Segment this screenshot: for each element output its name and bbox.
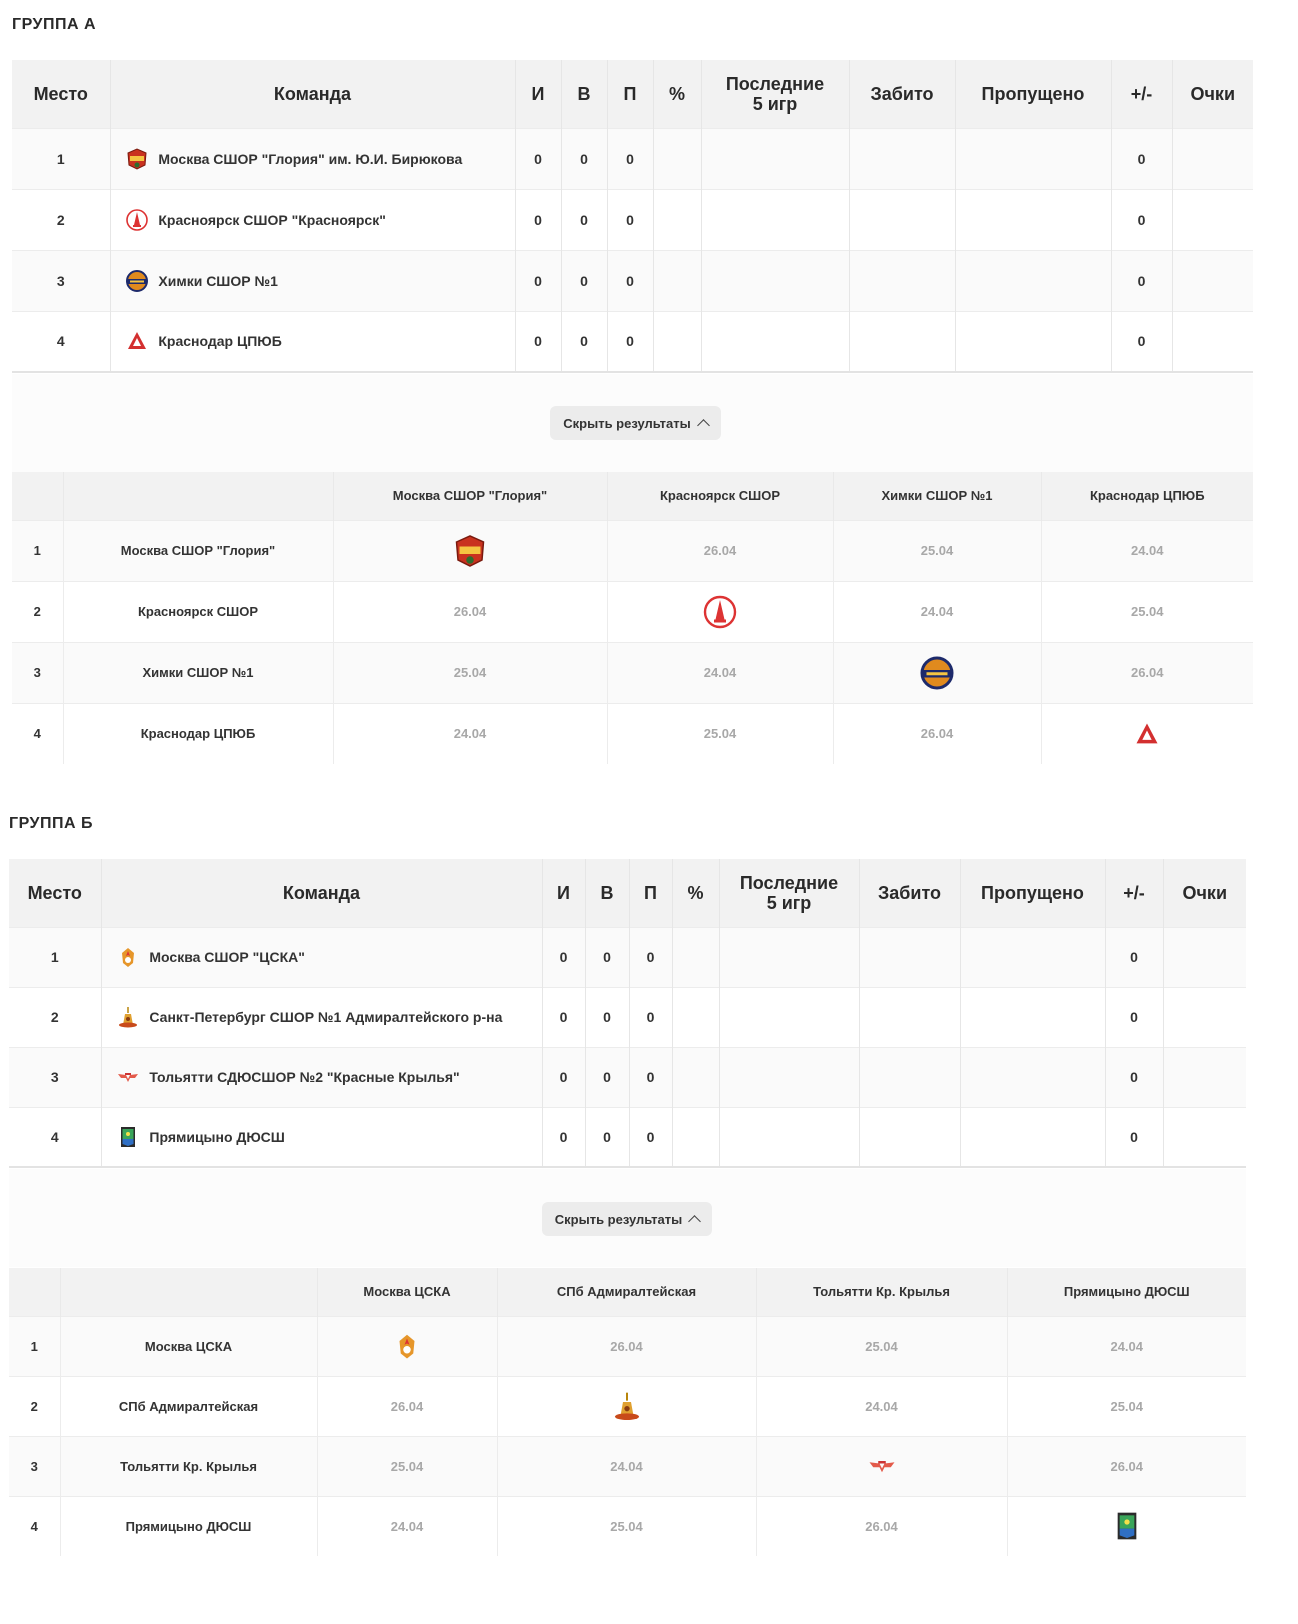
- points: [1163, 927, 1246, 987]
- admiralteysky-logo-icon: [611, 1390, 643, 1422]
- team-cell[interactable]: [101, 1047, 542, 1107]
- cross-row-team: Тольятти Кр. Крылья: [60, 1436, 317, 1496]
- cross-date-cell: 26.04: [1041, 642, 1253, 703]
- cross-date-cell: 24.04: [333, 703, 607, 764]
- last5: [719, 987, 859, 1047]
- cross-row-team: СПб Адмиралтейская: [60, 1376, 317, 1436]
- scored: [859, 1047, 960, 1107]
- place: 3: [12, 250, 110, 311]
- header-conceded: Пропущено: [960, 859, 1105, 927]
- group-a-cross-table: [12, 472, 1253, 764]
- losses: 0: [607, 250, 653, 311]
- losses: 0: [607, 128, 653, 189]
- header-last5: Последние 5 игр: [719, 859, 859, 927]
- scored: [849, 250, 955, 311]
- games: 0: [542, 927, 585, 987]
- place: 2: [12, 189, 110, 250]
- wins: 0: [561, 189, 607, 250]
- diff: 0: [1105, 927, 1163, 987]
- losses: 0: [607, 189, 653, 250]
- team-cell[interactable]: [110, 311, 515, 372]
- cross-date-cell: 25.04: [317, 1436, 497, 1496]
- pct: [672, 1047, 719, 1107]
- diff: 0: [1105, 987, 1163, 1047]
- cross-col-header: СПб Адмиралтейская: [497, 1268, 756, 1316]
- cross-diag-cell: [497, 1376, 756, 1436]
- diff: 0: [1111, 189, 1172, 250]
- header-wins: В: [585, 859, 629, 927]
- red-wings-logo-icon: [116, 1065, 140, 1089]
- header-team: Команда: [101, 859, 542, 927]
- cross-row-team: Красноярск СШОР: [63, 581, 333, 642]
- games: 0: [542, 1047, 585, 1107]
- cross-row-num: 1: [9, 1316, 60, 1376]
- scored: [859, 927, 960, 987]
- cross-date-cell: 26.04: [607, 520, 833, 581]
- header-scored: Забито: [859, 859, 960, 927]
- header-losses: П: [607, 60, 653, 128]
- place: 1: [12, 128, 110, 189]
- team-name: Тольятти СДЮСШОР №2 "Красные Крылья": [149, 1069, 460, 1085]
- table-row: [9, 1047, 1246, 1107]
- cross-date-cell: 24.04: [833, 581, 1041, 642]
- cross-col-header: Москва ЦСКА: [317, 1268, 497, 1316]
- pct: [672, 927, 719, 987]
- place: 2: [9, 987, 101, 1047]
- cross-row: [9, 1436, 1246, 1496]
- cross-row-num: 2: [12, 581, 63, 642]
- cross-date-cell: 24.04: [1041, 520, 1253, 581]
- cross-date-cell: 26.04: [833, 703, 1041, 764]
- khimki-logo-icon: [919, 655, 955, 691]
- games: 0: [515, 311, 561, 372]
- cross-row-num: 1: [12, 520, 63, 581]
- header-diff: +/-: [1111, 60, 1172, 128]
- cross-diag-cell: [317, 1316, 497, 1376]
- cross-date-cell: 24.04: [317, 1496, 497, 1556]
- wins: 0: [585, 1107, 629, 1167]
- losses: 0: [629, 1107, 672, 1167]
- losses: 0: [607, 311, 653, 372]
- losses: 0: [629, 1047, 672, 1107]
- pct: [672, 987, 719, 1047]
- cross-row: [9, 1496, 1246, 1556]
- cross-diag-cell: [1041, 703, 1253, 764]
- header-points: Очки: [1172, 60, 1253, 128]
- cross-diag-cell: [833, 642, 1041, 703]
- hide-results-button[interactable]: [542, 1202, 712, 1236]
- games: 0: [515, 128, 561, 189]
- points: [1172, 250, 1253, 311]
- place: 1: [9, 927, 101, 987]
- cross-col-header: Прямицыно ДЮСШ: [1007, 1268, 1246, 1316]
- table-row: [9, 1107, 1246, 1167]
- games: 0: [515, 189, 561, 250]
- points: [1172, 189, 1253, 250]
- cross-col-header: Москва СШОР "Глория": [333, 472, 607, 520]
- last5: [701, 189, 849, 250]
- table-row: [12, 128, 1253, 189]
- cross-col-header: Красноярск СШОР: [607, 472, 833, 520]
- cross-date-cell: 25.04: [607, 703, 833, 764]
- group-b-title: ГРУППА Б: [9, 815, 93, 832]
- cross-row: [12, 642, 1253, 703]
- hide-results-label: Скрыть результаты: [554, 1211, 683, 1227]
- chevron-up-icon: [697, 419, 710, 432]
- cross-diag-cell: [1007, 1496, 1246, 1556]
- cross-header-num: [12, 472, 63, 520]
- gloria-logo-icon: [452, 533, 488, 569]
- team-cell[interactable]: [110, 250, 515, 311]
- wins: 0: [561, 250, 607, 311]
- cross-row-num: 3: [9, 1436, 60, 1496]
- cska-logo-icon: [116, 945, 140, 969]
- team-name: Москва СШОР "ЦСКА": [149, 949, 305, 965]
- scored: [859, 987, 960, 1047]
- last5: [719, 1107, 859, 1167]
- header-games: И: [515, 60, 561, 128]
- cska-logo-icon: [392, 1331, 422, 1361]
- place: 4: [9, 1107, 101, 1167]
- team-name: Москва СШОР "Глория" им. Ю.И. Бирюкова: [158, 150, 463, 167]
- conceded: [960, 1107, 1105, 1167]
- header-games: И: [542, 859, 585, 927]
- cross-row-team: Прямицыно ДЮСШ: [60, 1496, 317, 1556]
- krasnoyarsk-logo-icon: [702, 594, 738, 630]
- group-a-standings-table: [12, 60, 1253, 373]
- cross-diag-cell: [333, 520, 607, 581]
- header-scored: Забито: [849, 60, 955, 128]
- krasnoyarsk-logo-icon: [125, 208, 149, 232]
- header-last5: Последние 5 игр: [701, 60, 849, 128]
- cross-date-cell: 24.04: [497, 1436, 756, 1496]
- scored: [849, 189, 955, 250]
- header-place: Место: [12, 60, 110, 128]
- team-name: Краснодар ЦПЮБ: [158, 333, 282, 350]
- cross-diag-cell: [756, 1436, 1007, 1496]
- header-wins: В: [561, 60, 607, 128]
- red-wings-logo-icon: [865, 1451, 899, 1481]
- team-cell[interactable]: [101, 1107, 542, 1167]
- cross-date-cell: 25.04: [333, 642, 607, 703]
- cross-row-team: Москва СШОР "Глория": [63, 520, 333, 581]
- last5: [719, 927, 859, 987]
- cross-row-team: Краснодар ЦПЮБ: [63, 703, 333, 764]
- cross-date-cell: 25.04: [1041, 581, 1253, 642]
- cross-date-cell: 25.04: [1007, 1376, 1246, 1436]
- pct: [672, 1107, 719, 1167]
- wins: 0: [585, 927, 629, 987]
- cross-row-num: 4: [12, 703, 63, 764]
- last5: [701, 250, 849, 311]
- group-b-standings-table: [9, 859, 1246, 1168]
- cross-date-cell: 26.04: [317, 1376, 497, 1436]
- cross-diag-cell: [607, 581, 833, 642]
- games: 0: [542, 1107, 585, 1167]
- cross-row-team: Москва ЦСКА: [60, 1316, 317, 1376]
- cross-date-cell: 25.04: [497, 1496, 756, 1556]
- chevron-up-icon: [688, 1215, 701, 1228]
- header-points: Очки: [1163, 859, 1246, 927]
- games: 0: [542, 987, 585, 1047]
- cross-row-num: 3: [12, 642, 63, 703]
- cross-row: [9, 1316, 1246, 1376]
- krasnodar-logo-icon: [1133, 720, 1161, 748]
- table-row: [12, 250, 1253, 311]
- cross-col-header: Химки СШОР №1: [833, 472, 1041, 520]
- cross-header-num: [9, 1268, 60, 1316]
- pct: [653, 250, 701, 311]
- conceded: [960, 987, 1105, 1047]
- diff: 0: [1105, 1107, 1163, 1167]
- cross-row: [9, 1376, 1246, 1436]
- header-diff: +/-: [1105, 859, 1163, 927]
- header-conceded: Пропущено: [955, 60, 1111, 128]
- cross-date-cell: 26.04: [1007, 1436, 1246, 1496]
- cross-row-num: 4: [9, 1496, 60, 1556]
- cross-row-num: 2: [9, 1376, 60, 1436]
- losses: 0: [629, 987, 672, 1047]
- cross-row: [12, 581, 1253, 642]
- last5: [719, 1047, 859, 1107]
- team-cell[interactable]: [110, 128, 515, 189]
- conceded: [960, 1047, 1105, 1107]
- team-name: Санкт-Петербург СШОР №1 Адмиралтейского р-на: [149, 1009, 503, 1025]
- cross-col-header: Краснодар ЦПЮБ: [1041, 472, 1253, 520]
- points: [1172, 311, 1253, 372]
- scored: [859, 1107, 960, 1167]
- cross-row: [12, 703, 1253, 764]
- admiralteysky-logo-icon: [116, 1005, 140, 1029]
- conceded: [955, 250, 1111, 311]
- last5: [701, 311, 849, 372]
- diff: 0: [1111, 311, 1172, 372]
- team-cell[interactable]: [101, 927, 542, 987]
- cross-col-header: Тольятти Кр. Крылья: [756, 1268, 1007, 1316]
- points: [1172, 128, 1253, 189]
- table-row: [9, 987, 1246, 1047]
- header-losses: П: [629, 859, 672, 927]
- pct: [653, 311, 701, 372]
- conceded: [955, 128, 1111, 189]
- khimki-logo-icon: [125, 269, 149, 293]
- cross-date-cell: 26.04: [497, 1316, 756, 1376]
- diff: 0: [1111, 250, 1172, 311]
- header-team: Команда: [110, 60, 515, 128]
- diff: 0: [1111, 128, 1172, 189]
- wins: 0: [585, 987, 629, 1047]
- scored: [849, 128, 955, 189]
- cross-date-cell: 25.04: [756, 1316, 1007, 1376]
- cross-header-team: [60, 1268, 317, 1316]
- cross-date-cell: 24.04: [1007, 1316, 1246, 1376]
- cross-date-cell: 25.04: [833, 520, 1041, 581]
- krasnodar-logo-icon: [125, 329, 149, 353]
- cross-row: [12, 520, 1253, 581]
- losses: 0: [629, 927, 672, 987]
- pryamitsyno-logo-icon: [1111, 1508, 1143, 1544]
- points: [1163, 1047, 1246, 1107]
- cross-date-cell: 24.04: [607, 642, 833, 703]
- games: 0: [515, 250, 561, 311]
- cross-header-team: [63, 472, 333, 520]
- hide-results-button[interactable]: [550, 406, 721, 440]
- team-name: Красноярск СШОР "Красноярск": [158, 211, 386, 228]
- cross-row-team: Химки СШОР №1: [63, 642, 333, 703]
- conceded: [955, 189, 1111, 250]
- pct: [653, 189, 701, 250]
- group-a-title: ГРУППА А: [12, 16, 97, 33]
- group-b-cross-table: [9, 1268, 1246, 1556]
- pryamitsyno-logo-icon: [116, 1125, 140, 1149]
- table-row: [12, 311, 1253, 372]
- team-name: Прямицыно ДЮСШ: [149, 1128, 285, 1145]
- points: [1163, 1107, 1246, 1167]
- table-row: [9, 927, 1246, 987]
- cross-date-cell: 26.04: [333, 581, 607, 642]
- last5: [701, 128, 849, 189]
- scored: [849, 311, 955, 372]
- gloria-logo-icon: [125, 147, 149, 171]
- wins: 0: [585, 1047, 629, 1107]
- team-cell[interactable]: [101, 987, 542, 1047]
- cross-date-cell: 26.04: [756, 1496, 1007, 1556]
- cross-date-cell: 24.04: [756, 1376, 1007, 1436]
- points: [1163, 987, 1246, 1047]
- conceded: [955, 311, 1111, 372]
- pct: [653, 128, 701, 189]
- conceded: [960, 927, 1105, 987]
- team-name: Химки СШОР №1: [158, 272, 278, 289]
- place: 3: [9, 1047, 101, 1107]
- team-cell[interactable]: [110, 189, 515, 250]
- place: 4: [12, 311, 110, 372]
- header-place: Место: [9, 859, 101, 927]
- header-pct: %: [653, 60, 701, 128]
- wins: 0: [561, 311, 607, 372]
- header-pct: %: [672, 859, 719, 927]
- table-row: [12, 189, 1253, 250]
- diff: 0: [1105, 1047, 1163, 1107]
- hide-results-label: Скрыть результаты: [563, 415, 691, 431]
- wins: 0: [561, 128, 607, 189]
